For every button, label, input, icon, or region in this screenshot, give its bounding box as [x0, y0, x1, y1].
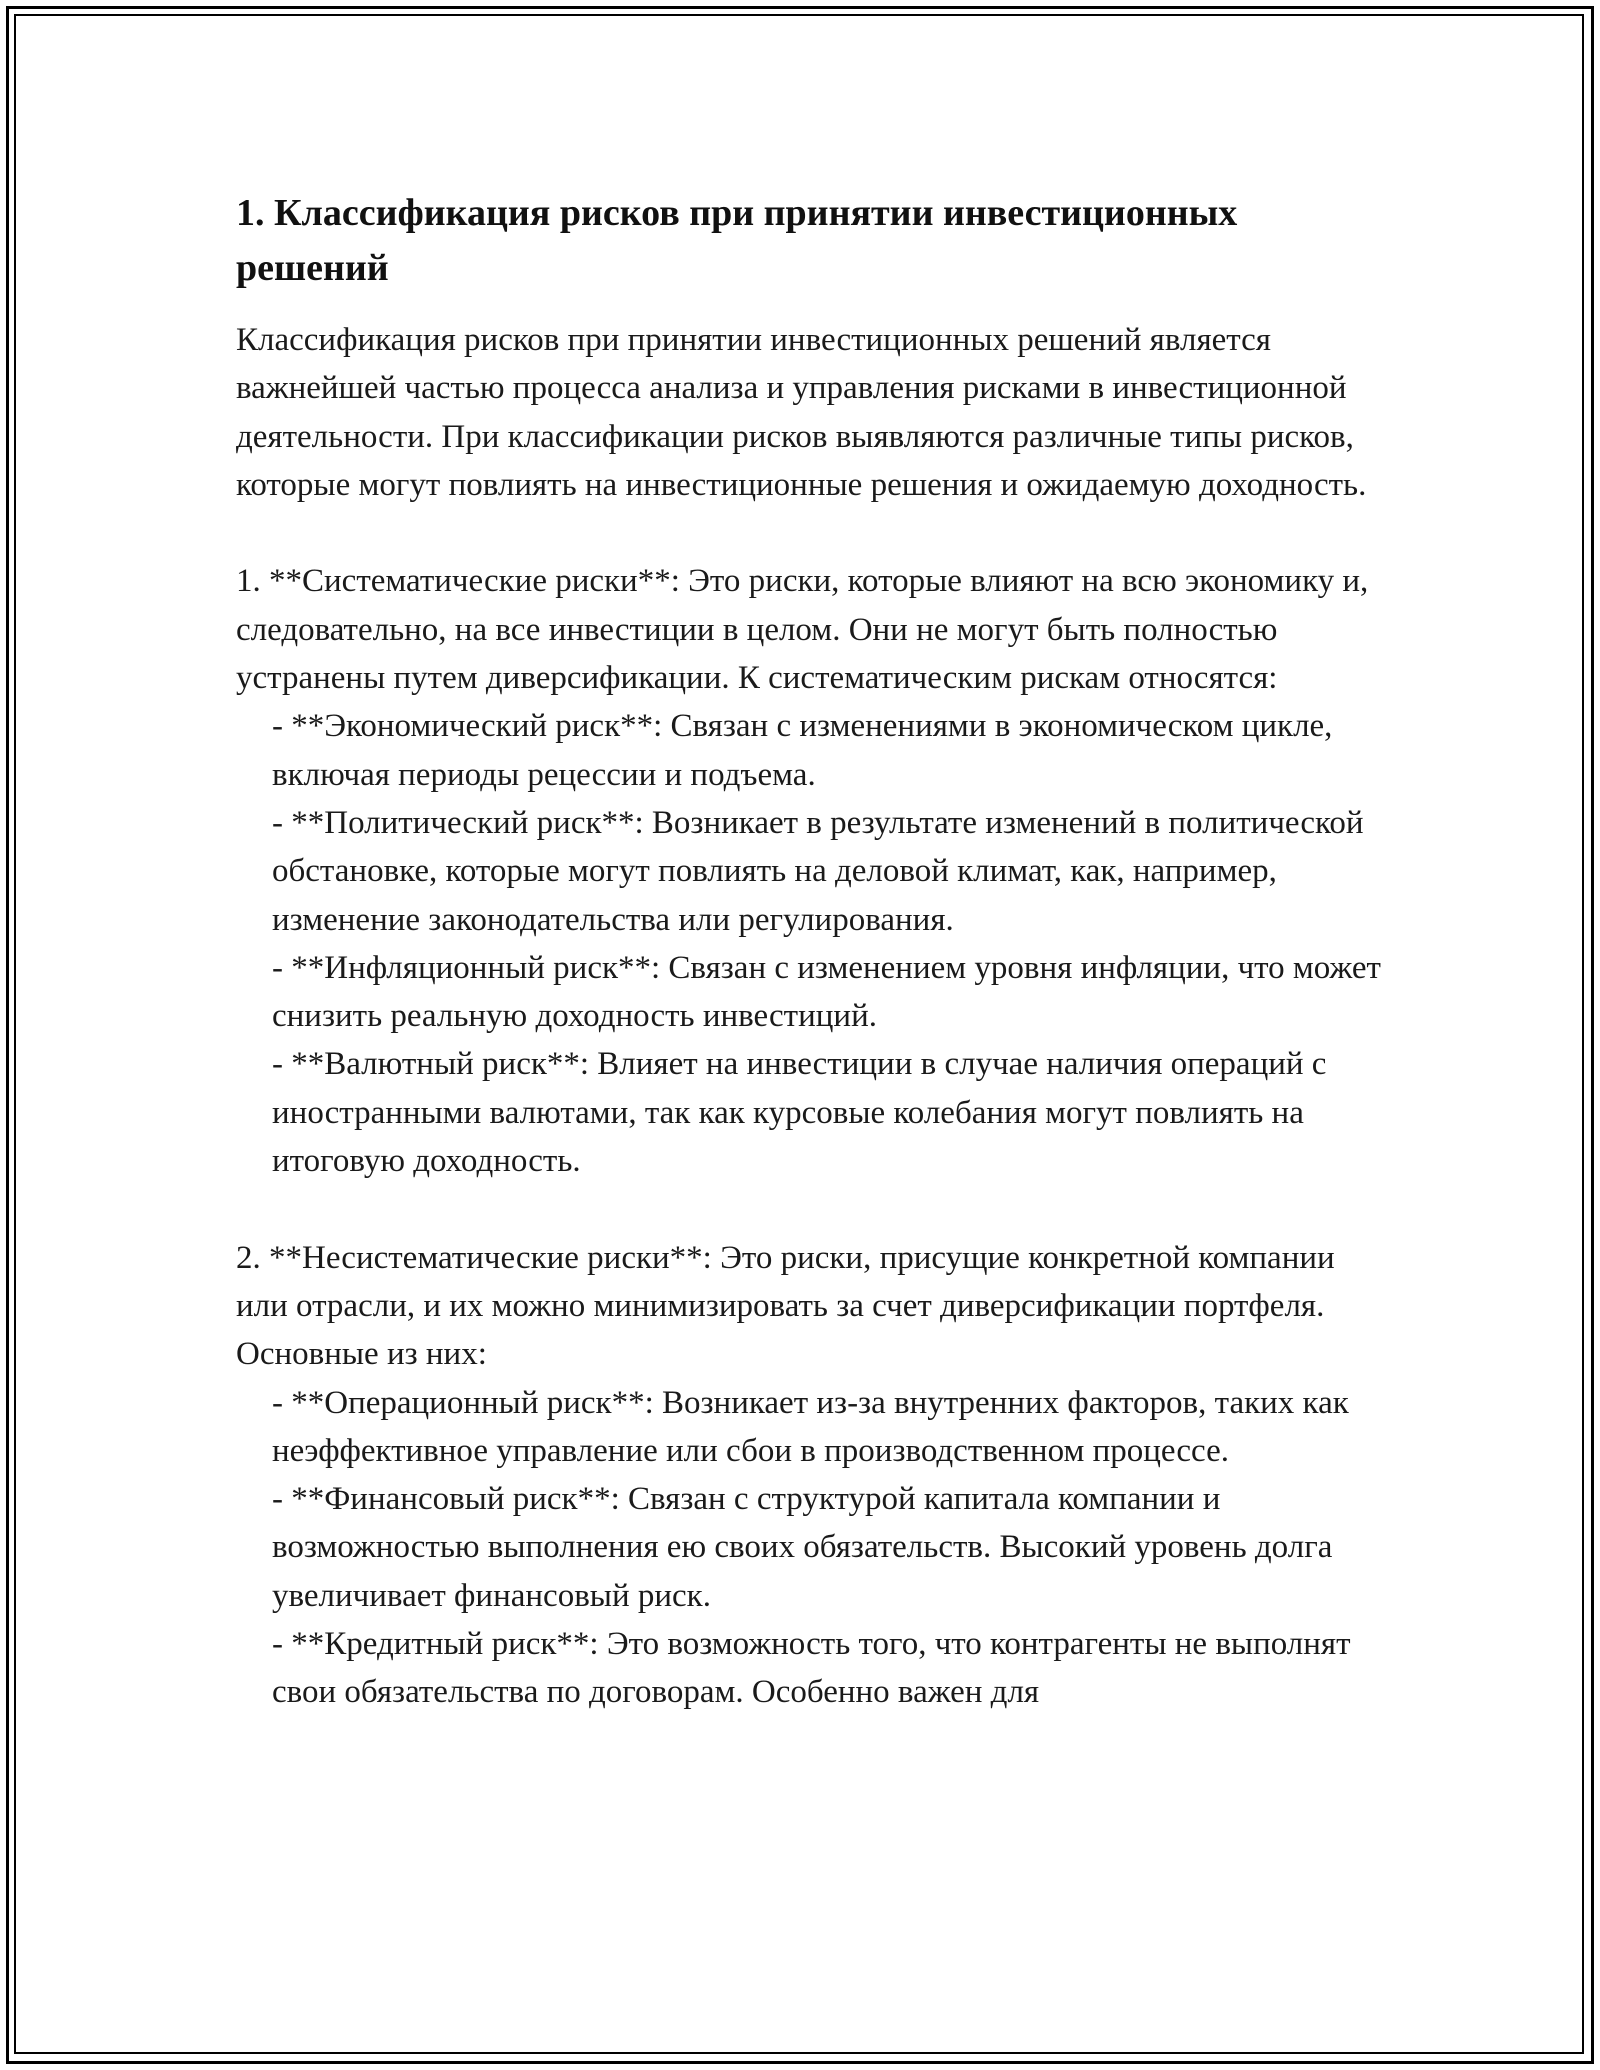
- blank-line: [236, 509, 1386, 557]
- document-title: 1. Классификация рисков при принятии инвестиционных решений: [236, 192, 1238, 289]
- list-item-financial-risk: - **Финансовый риск**: Связан с структурой капитала компании и возможностью выполнения ею своих обязательств. Высокий уровень долга увеличивает финансовый риск.: [272, 1481, 1333, 1614]
- list-item-credit-risk: - **Кредитный риск**: Это возможность того, что контрагенты не выполнят свои обязательства по договорам. Особенно важен для: [272, 1626, 1351, 1711]
- list-item-inflation-risk: - **Инфляционный риск**: Связан с изменением уровня инфляции, что может снизить реальную доходность инвестиций.: [272, 949, 1381, 1035]
- intro-paragraph: Классификация рисков при принятии инвестиционных решений является важнейшей частью процесса анализа и управления рисками в инвестиционной деятельности. При классификации рисков выявляются различные типы рисков, которые могут повлиять на инвестиционные решения и ожидаемую доходность.: [236, 322, 1367, 503]
- list-item-economic-risk: - **Экономический риск**: Связан с изменениями в экономическом цикле, включая периоды рецессии и подъема.: [272, 708, 1333, 793]
- section-systematic-heading: 1. **Систематические риски**: Это риски, которые влияют на всю экономику и, следовательно, на все инвестиции в целом. Они не могут быть полностью устранены путем диверсификации. К систематическим рискам относятся:: [236, 563, 1369, 697]
- list-item-operational-risk: - **Операционный риск**: Возникает из-за внутренних факторов, таких как неэффективное управление или сбои в производственном процессе.: [272, 1384, 1349, 1469]
- blank-line: [236, 1185, 1386, 1233]
- section-unsystematic-heading: 2. **Несистематические риски**: Это риски, присущие конкретной компании или отрасли, и их можно минимизировать за счет диверсификации портфеля. Основные из них:: [236, 1239, 1335, 1373]
- list-item-political-risk: - **Политический риск**: Возникает в результате изменений в политической обстановке, которые могут повлиять на деловой климат, как, например, изменение законодательства или регулирования.: [272, 804, 1364, 938]
- list-item-currency-risk: - **Валютный риск**: Влияет на инвестиции в случае наличия операций с иностранными валютами, так как курсовые колебания могут повлиять на итоговую доходность.: [272, 1046, 1327, 1180]
- document-body: [236, 186, 1386, 1717]
